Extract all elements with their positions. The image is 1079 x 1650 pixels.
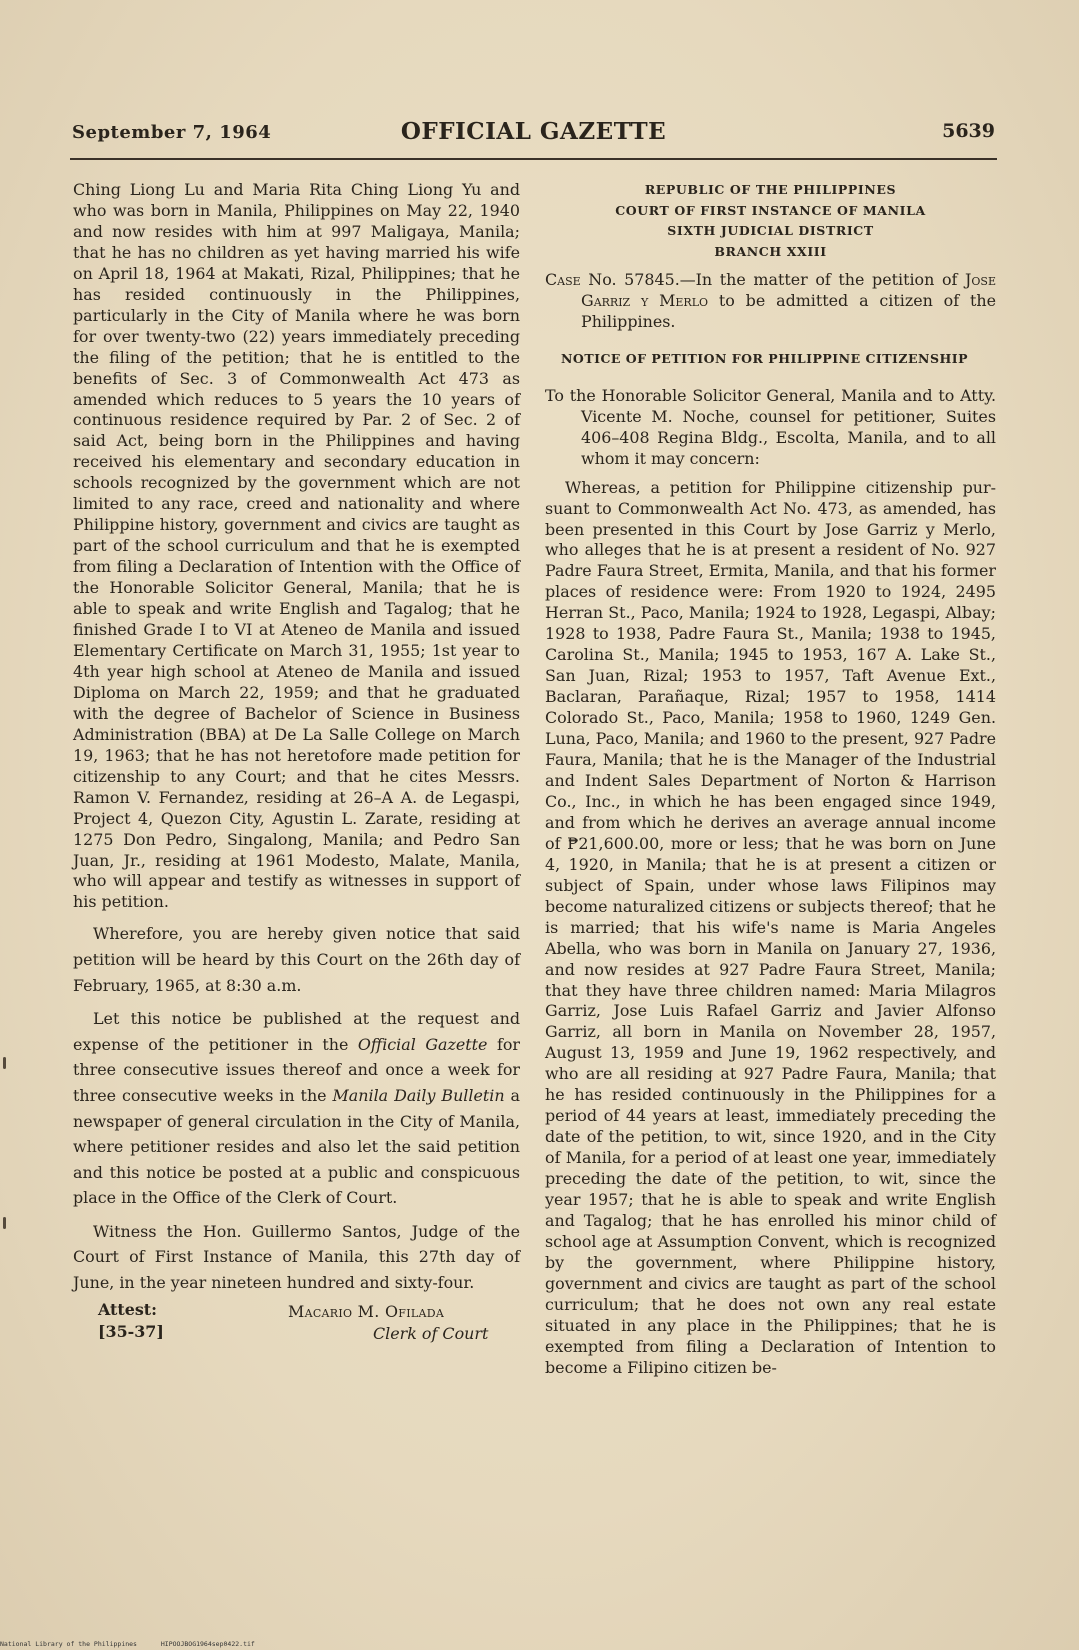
branch-heading: BRANCH XXIII [714,243,827,259]
attest-label: Attest: [98,1299,157,1319]
petition-continued-text: Ching Liong Lu and Maria Rita Ching Liong Yu and who was born in Manila, Philippines on May 22, 1940 and now resides with him at 997 Maligaya, Manila; that he has no children as yet having married his wife on April 18, 1964 at Makati, Rizal, Philippines; that he has resided continuously in the Philippines, particularly in the City of Manila where he was born for over twenty-two (22) years immediately preceding the filing of the petition; that he is entitled to the benefits of Sec. 3 of Commonwealth Act 473 as amended which reduces to 5 years the 10 years of continuous residence required by Par. 2 of Sec. 2 of said Act, being born in the Philippines and having received his elementary and secondary education in schools recognized by the government which are not limited to any race, creed and nationality and where Philippine history, government and civics are taught as part of the school curriculum and that he is exempted from filing a Declaration of Intention with the Office of the Honorable Solicitor General, Manila; that he is able to speak and write English and Tagalog; that he finished Grade I to VI at Ateneo de Manila and issued Elementary Certificate on March 31, 1955; 1st year to 4th year high school at Ateneo de Manila and issued Diploma on March 22, 1959; and that he graduated with the degree of Bachelor of Science in Business Administration (BBA) at De La Salle College on March 19, 1963; that he has not heretofore made petition for citizenship to any Court; and that he cites Messrs. Ramon V. Fernandez, residing at 26–A A. de Legaspi, Project 4, Quezon City, Agustin L. Zarate, residing at 1275 Don Pedro, Singalong, Manila; and Pedro San Juan, Jr., residing at 1961 Modesto, Malate, Manila, who will appear and testify as witnesses in support of his petition. [73,180,520,912]
case-caption [545,270,996,333]
gazette-italic: Official Gazette [357,1034,488,1054]
publication-text-a: Let this notice be published at the request and expense of the petitioner in the [73,1009,520,1054]
page-header [72,118,995,148]
page-number: 5639 [942,120,995,142]
publication-title: OFFICIAL GAZETTE [400,118,667,145]
publication-text-b: for three consecutive issues thereof and once a week for three consecutive weeks in the [73,1034,521,1105]
case-text-b: to be admitted a citizen of the Philippines. [581,290,996,331]
address-paragraph: To the Honorable Solicitor General, Manila and to Atty. Vicente M. Noche, counsel for petitioner, Suites 406–408 Regina Bldg., Escolta, Manila, and to all whom it may concern: [545,385,996,468]
wherefore-paragraph: Wherefore, you are hereby given notice that said petition will be heard by this Court on the 26th day of February, 1965, at 8:30 a.m. [73,924,520,995]
court-heading: COURT OF FIRST INSTANCE OF MANILA [615,202,926,218]
petitioner-name: Jose Garriz y Merlo [581,270,996,310]
left-column [73,180,520,1344]
case-label: Case [545,270,581,289]
right-column [545,180,996,1379]
issue-code: [35-37] [98,1321,164,1341]
whereas-paragraph: Whereas, a petition for Philippine citizenship pursuant to Commonwealth Act No. 473, as amended, has been presented in this Court by Jose Garriz y Merlo, who alleges that he is at present a resident of No. 927 Padre Faura Street, Ermita, Manila, and that his former places of residence were: From 1920 to 1924, 2495 Herran St., Paco, Manila; 1924 to 1928, Legaspi, Albay; 1928 to 1938, Padre Faura St., Manila; 1938 to 1945, Carolina St., Manila; 1945 to 1953, 167 A. Lake St., San Juan, Rizal; 1953 to 1957, Taft Avenue Ext., Baclaran, Parañaque, Rizal; 1957 to 1958, 1414 Colorado St., Paco, Manila; 1958 to 1960, 1249 Gen. Luna, Paco, Manila; and 1960 to the present, 927 Padre Faura, Manila; that he is the Manager of the Industrial and Indent Sales Department of Norton & Harrison Co., Inc., in which he has been engaged since 1949, and from which he derives an average annual income of ₱21,600.00, more or less; that he was born on June 4, 1920, in Manila; that he is at present a citizen or subject of Spain, under whose laws Filipinos may become naturalized citizens or subjects thereof; that he is married; that his wife's name is Maria Angeles Abella, who was born in Manila on January 27, 1936, and now resides at 927 Padre Faura Street, Manila; that they have three children named: Maria Milagros Garriz, Jose Luis Rafael Garriz and Javier Alfonso Garriz, all born in Manila on November 28, 1957, August 13, 1959 and June 19, 1962 respectively, and who are all residing at 927 Padre Faura, Manila; that he has resided continuously in the Philippines for a period of 44 years at least, immediately preceding the date of the petition, to wit, since 1920, and in the City of Manila, for a period of at least one year, immediately preceding the date of the petition, to wit, since the year 1957; that he is able to speak and write English and Tagalog; that he has enrolled his minor child of school age at Assumption Convent, which is recognized by the government, where Philippine history, government and civics are taught as part of the school curriculum; that he does not own any real estate situated in any place in the Philippines; that he is exempted from filing a Declaration of Intention to become a Filipino citizen be- [545,477,996,1377]
signer-name: Macario M. Ofilada [288,1301,445,1321]
footer-source: National Library of the Philippines [0,1640,137,1648]
bulletin-italic: Manila Daily Bulletin [332,1085,505,1105]
signature-block [73,1300,520,1344]
header-rule [70,158,997,160]
issue-date: September 7, 1964 [72,122,272,143]
footer-file: HIPOOJBOG1964sep0422.tif [160,1640,255,1648]
republic-heading: REPUBLIC OF THE PHILIPPINES [644,182,897,197]
witness-paragraph: Witness the Hon. Guillermo Santos, Judge of the Court of First Instance of Manila, this 27th day of June, in the year nineteen hundred and sixty-four. [73,1221,520,1293]
signer-title: Clerk of Court [373,1323,489,1343]
scan-footer [0,1640,275,1648]
publication-paragraph [73,1006,520,1211]
publication-text-c: a newspaper of general circulation in the City of Manila, where petitioner resides and also let the said petition and this notice be posted at a public and conspicuous place in the Office of the Clerk of Court. [73,1085,520,1208]
notice-heading: NOTICE OF PETITION FOR PHILIPPINE CITIZENSHIP [561,350,969,366]
district-heading: SIXTH JUDICIAL DISTRICT [667,223,874,238]
scan-mark [3,1057,6,1069]
scan-mark [3,1217,6,1229]
case-text-a: No. 57845.—In the matter of the petition of [580,270,966,289]
